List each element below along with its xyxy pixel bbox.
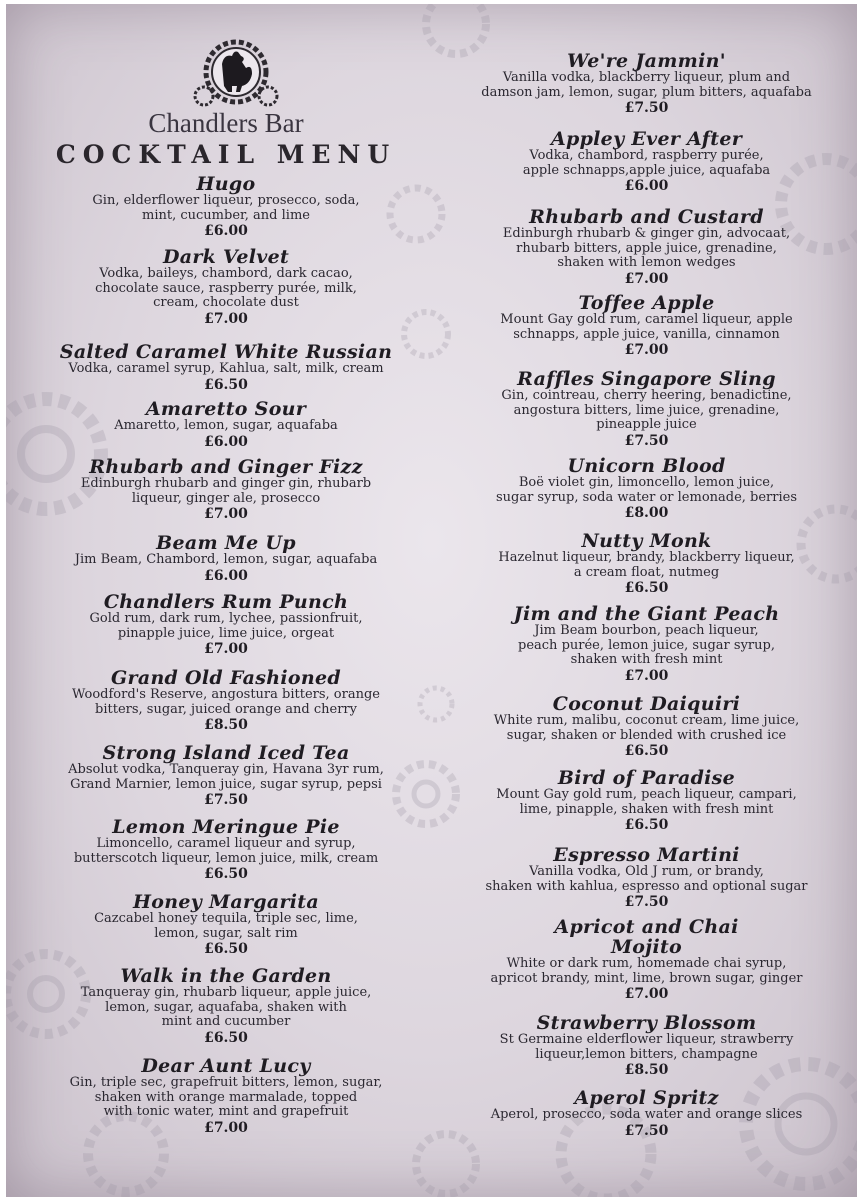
cocktail-item (6, 966, 446, 1046)
cocktail-name: Jim and the Giant Peach (513, 603, 780, 625)
cocktail-name: Toffee Apple (578, 292, 715, 314)
cocktail-item (436, 51, 857, 116)
cocktail-price: £6.50 (204, 376, 248, 393)
cocktail-item (436, 768, 857, 833)
cocktail-price: £7.00 (204, 1119, 248, 1136)
cocktail-name: Strong Island Iced Tea (102, 742, 350, 764)
cocktail-item (436, 1013, 857, 1078)
cocktail-item (436, 129, 857, 194)
cocktail-name: Unicorn Blood (567, 455, 726, 477)
cocktail-ingredients: Aperol, prosecco, soda water and orange slices (490, 1107, 803, 1122)
cocktail-ingredients: Edinburgh rhubarb and ginger gin, rhubarb liqueur, ginger ale, prosecco (80, 476, 372, 506)
cocktail-price: £6.50 (624, 817, 669, 833)
cocktail-item (436, 1088, 857, 1139)
cocktail-name: Grand Old Fashioned (111, 667, 341, 689)
cocktail-ingredients: St Germaine elderflower liqueur, strawberry liqueur,lemon bitters, champagne (499, 1032, 794, 1062)
bar-name: Chandlers Bar (148, 108, 304, 138)
cocktail-ingredients: Gin, triple sec, grapefruit bitters, lemon, sugar, shaken with orange marmalade, topped with tonic water, mint and grapefruit (69, 1075, 383, 1119)
cocktail-item (6, 892, 446, 957)
cocktail-item (436, 531, 857, 596)
cocktail-item (6, 457, 446, 522)
cocktail-price: £6.00 (204, 223, 248, 239)
cocktail-name: Bird of Paradise (557, 767, 736, 789)
cocktail-name: Espresso Martini (553, 844, 740, 866)
cocktail-price: £6.50 (204, 866, 248, 882)
cocktail-item (436, 293, 857, 358)
cocktail-item (436, 604, 857, 684)
cocktail-ingredients: Vodka, caramel syrup, Kahlua, salt, milk, cream (68, 361, 384, 376)
cocktail-price: £7.50 (624, 432, 669, 449)
cocktail-item (6, 174, 446, 239)
menu-page (6, 4, 857, 1197)
cocktail-name: We're Jammin' (567, 50, 726, 72)
cocktail-item (436, 369, 857, 449)
cocktail-item (6, 668, 446, 733)
cocktail-price: £7.50 (624, 894, 669, 910)
cocktail-name: Aperol Spritz (574, 1087, 719, 1109)
cocktail-name: Walk in the Garden (120, 965, 332, 987)
cocktail-ingredients: Tanqueray gin, rhubarb liqueur, apple juice, lemon, sugar, aquafaba, shaken with mint and cucumber (80, 985, 372, 1029)
cocktail-item (6, 533, 446, 584)
cocktail-name: Salted Caramel White Russian (59, 341, 393, 363)
rooster-gear-logo-icon (186, 34, 286, 114)
cocktail-name: Rhubarb and Custard (529, 206, 764, 228)
cocktail-item (436, 456, 857, 521)
cocktail-name: Nutty Monk (581, 530, 712, 552)
cocktail-price: £8.50 (624, 1062, 669, 1078)
cocktail-price: £6.00 (204, 567, 248, 584)
cocktail-ingredients: Gin, elderflower liqueur, prosecco, soda, mint, cucumber, and lime (92, 193, 360, 223)
cocktail-price: £7.50 (624, 100, 669, 116)
cocktail-price: £6.50 (624, 580, 669, 596)
cocktail-ingredients: White or dark rum, homemade chai syrup, apricot brandy, mint, lime, brown sugar, ginger (490, 956, 803, 986)
cocktail-price: £6.00 (204, 433, 248, 450)
cocktail-ingredients: Vanilla vodka, Old J rum, or brandy, shaken with kahlua, espresso and optional sugar (485, 864, 808, 894)
cocktail-price: £6.50 (624, 743, 669, 759)
cocktail-ingredients: Boë violet gin, limoncello, lemon juice, sugar syrup, soda water or lemonade, berries (495, 475, 798, 505)
cocktail-item (6, 1056, 446, 1136)
cocktail-item (6, 743, 446, 808)
cocktail-item (436, 917, 857, 1002)
cocktail-item (6, 817, 446, 882)
cocktail-price: £7.00 (624, 270, 669, 287)
cocktail-price: £6.00 (624, 178, 669, 194)
cocktail-ingredients: Edinburgh rhubarb & ginger gin, advocaat, rhubarb bitters, apple juice, grenadine, shaken with lemon wedges (502, 226, 791, 270)
cocktail-name: Apricot and Chai Mojito (554, 916, 739, 958)
cocktail-item (6, 342, 446, 393)
cocktail-name: Strawberry Blossom (536, 1012, 757, 1034)
cocktail-ingredients: Vodka, baileys, chambord, dark cacao, chocolate sauce, raspberry purée, milk, cream, chocolate dust (95, 266, 357, 310)
cocktail-ingredients: White rum, malibu, coconut cream, lime juice, sugar, shaken or blended with crushed ice (493, 713, 800, 743)
cocktail-ingredients: Limoncello, caramel liqueur and syrup, butterscotch liqueur, lemon juice, milk, cream (73, 836, 379, 866)
cocktail-name: Honey Margarita (133, 891, 319, 913)
menu-title: COCKTAIL MENU (55, 140, 397, 169)
cocktail-price: £7.00 (204, 506, 248, 522)
cocktail-ingredients: Absolut vodka, Tanqueray gin, Havana 3yr rum, Grand Marnier, lemon juice, sugar syrup, pepsi (68, 762, 384, 792)
cocktail-name: Amaretto Sour (145, 398, 307, 420)
cocktail-price: £7.50 (624, 1122, 669, 1139)
cocktail-ingredients: Vodka, chambord, raspberry purée, apple schnapps,apple juice, aquafaba (522, 148, 771, 178)
cocktail-price: £7.00 (204, 641, 248, 657)
cocktail-price: £7.00 (624, 667, 669, 684)
cocktail-ingredients: Gin, cointreau, cherry heering, benadictine, angostura bitters, lime juice, grenadine, pineapple juice (501, 388, 792, 432)
cocktail-price: £8.00 (624, 505, 669, 521)
cocktail-price: £6.50 (204, 1029, 248, 1046)
cocktail-ingredients: Gold rum, dark rum, lychee, passionfruit, pinapple juice, lime juice, orgeat (89, 611, 363, 641)
cocktail-name: Rhubarb and Ginger Fizz (89, 456, 363, 478)
cocktail-item (436, 694, 857, 759)
cocktail-name: Coconut Daiquiri (552, 693, 741, 715)
cocktail-name: Hugo (196, 173, 256, 195)
cocktail-ingredients: Jim Beam, Chambord, lemon, sugar, aquafaba (74, 552, 378, 567)
cocktail-price: £6.50 (204, 941, 248, 957)
cocktail-name: Raffles Singapore Sling (517, 368, 776, 390)
cocktail-item (6, 399, 446, 450)
cocktail-ingredients: Jim Beam bourbon, peach liqueur, peach purée, lemon juice, sugar syrup, shaken with fresh mint (518, 623, 775, 667)
cocktail-ingredients: Amaretto, lemon, sugar, aquafaba (114, 418, 338, 433)
cocktail-ingredients: Mount Gay gold rum, caramel liqueur, apple schnapps, apple juice, vanilla, cinnamon (500, 312, 793, 342)
cocktail-name: Chandlers Rum Punch (103, 591, 349, 613)
cocktail-ingredients: Vanilla vodka, blackberry liqueur, plum and damson jam, lemon, sugar, plum bitters, aquafaba (481, 70, 812, 100)
cocktail-ingredients: Cazcabel honey tequila, triple sec, lime, lemon, sugar, salt rim (94, 911, 358, 941)
cocktail-name: Dark Velvet (162, 246, 290, 268)
cocktail-price: £7.00 (204, 310, 248, 327)
cocktail-item (6, 247, 446, 327)
cocktail-name: Dear Aunt Lucy (141, 1055, 311, 1077)
cocktail-item (436, 207, 857, 287)
cocktail-price: £7.00 (624, 986, 669, 1002)
cocktail-ingredients: Woodford's Reserve, angostura bitters, orange bitters, sugar, juiced orange and cherry (72, 687, 380, 717)
cocktail-name: Beam Me Up (156, 532, 296, 554)
cocktail-item (436, 845, 857, 910)
cocktail-price: £7.00 (624, 342, 669, 358)
cocktail-name: Appley Ever After (550, 128, 743, 150)
cocktail-price: £8.50 (204, 717, 248, 733)
cocktail-ingredients: Mount Gay gold rum, peach liqueur, campari, lime, pinapple, shaken with fresh mint (496, 787, 797, 817)
cocktail-ingredients: Hazelnut liqueur, brandy, blackberry liqueur, a cream float, nutmeg (498, 550, 795, 580)
cocktail-item (6, 592, 446, 657)
cocktail-price: £7.50 (204, 792, 248, 808)
cocktail-name: Lemon Meringue Pie (112, 816, 340, 838)
